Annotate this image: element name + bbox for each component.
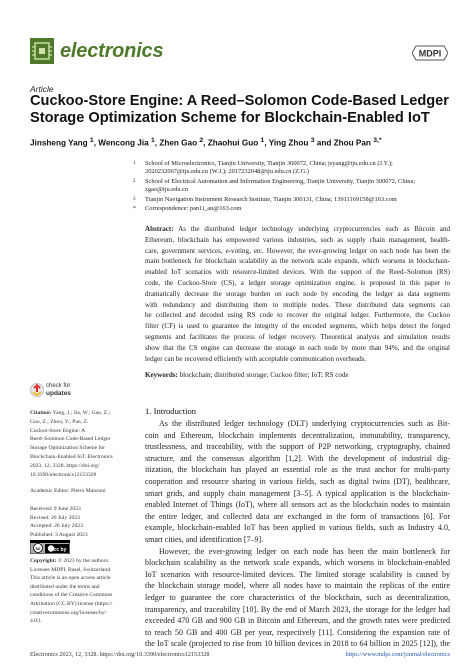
affiliation-2: 2 School of Electrical Automation and Information Engineering, Tianjin University, Tianjin 300072, China; zgao@tju.edu.cn bbox=[133, 178, 416, 193]
author-affil: 3,* bbox=[373, 137, 382, 144]
academic-editor: Academic Editor: Pietro Manzoni bbox=[30, 488, 106, 494]
cc-by-license-icon[interactable] bbox=[30, 540, 70, 554]
author-affil: 3 bbox=[310, 137, 315, 144]
author-list: Jinsheng Yang $^1$, Wencong Jia $^1$, Zhen Gao $^2$, Zhaohui Guo $^1$, Ying Zhou $^3$ and Zhou Pan $^{3,*}$ bbox=[30, 137, 382, 148]
author-affil: 1 bbox=[150, 137, 155, 144]
author-name[interactable]: Zhen Gao bbox=[159, 138, 198, 148]
author-affil: 1 bbox=[260, 137, 265, 144]
check-updates-line1: check for bbox=[46, 383, 71, 389]
author-name[interactable]: Jinsheng Yang bbox=[30, 138, 88, 148]
title-line: Cuckoo-Store Engine: A Reed–Solomon Code-Based Ledger bbox=[30, 93, 449, 109]
footer-citation[interactable]: Electronics 2023, 12, 3328. https://doi.org/10.3390/electronics12153328 bbox=[30, 651, 210, 658]
article-type: Article bbox=[30, 84, 54, 94]
title-line: Storage Optimization Scheme for Blockchain-Enabled IoT bbox=[30, 110, 430, 126]
section-heading: 1. Introduction bbox=[145, 406, 197, 416]
mdpi-logo[interactable] bbox=[412, 44, 448, 62]
footer-journal-link[interactable]: https://www.mdpi.com/journal/electronics bbox=[345, 651, 450, 658]
check-for-updates-button[interactable] bbox=[30, 381, 82, 403]
electronics-journal-icon bbox=[30, 38, 54, 64]
svg-text:cc: cc bbox=[35, 546, 41, 551]
affiliation-3: 3 Tianjin Navigation Instrument Research Institute, Tianjin 300131, China; 13911169158@163.com bbox=[133, 196, 397, 203]
license-badge-text: cc by bbox=[53, 547, 67, 553]
keywords-list: blockchain; distributed storage; Cuckoo filter; IoT; RS code bbox=[179, 371, 349, 379]
author-affil: 1 bbox=[89, 137, 94, 144]
author-name[interactable]: Zhaohui Guo bbox=[207, 138, 259, 148]
author-name[interactable]: Ying Zhou bbox=[268, 138, 309, 148]
author-affil: 2 bbox=[199, 137, 204, 144]
mdpi-logo-text: MDPI bbox=[418, 48, 442, 59]
abstract-label: Abstract: bbox=[145, 225, 174, 233]
keywords bbox=[145, 371, 349, 379]
author-name[interactable]: Wencong Jia bbox=[98, 138, 149, 148]
publication-dates: Received: 9 June 2023 Revised: 26 July 2023 Accepted: 26 July 2023 Published: 3 August 2023 bbox=[30, 506, 88, 538]
article-title bbox=[30, 93, 450, 127]
citation-block: Citation: Yang, J.; Jia, W.; Gao, Z.; Guo, Z.; Zhou, Y.; Pan, Z. Cuckoo-Store Engine: A Reed–Solomon Code-Based Ledger Storage Optimization Scheme for Blockchain-Enabled IoT. Electronics 2023, 12, 3328. https://doi.org/ 10.3390/electronics12153328 bbox=[30, 410, 113, 478]
copyright-block: Copyright: © 2023 by the authors. Licensee MDPI, Basel, Switzerland. This article is an open access article distributed under the terms and conditions of the Creative Commons Attribution (CC BY) license (https:// creativecommons.org/licenses/by/ 4.0/). bbox=[30, 558, 113, 625]
journal-name[interactable]: electronics bbox=[60, 40, 164, 62]
check-updates-icon bbox=[30, 383, 44, 397]
copyright-label: Copyright: bbox=[30, 558, 57, 564]
citation-label: Citation: bbox=[30, 410, 52, 416]
keywords-label: Keywords: bbox=[145, 371, 178, 379]
affiliation-1: 1 School of Microelectronics, Tianjin University, Tianjin 300072, China; jsyang@tju.edu.cn (J.Y.); 2020232067@tju.edu.cn (W.J.); 2017232048@tju.edu.cn (Z.G.) bbox=[133, 160, 393, 175]
check-updates-line2: updates bbox=[46, 390, 71, 397]
correspondence: * Correspondence: pan1i_an@163.com bbox=[133, 205, 242, 212]
abstract: Abstract: As the distributed ledger technology underlying cryptocurrencies such as Bitcoin and Ethereum, blockchain has empowered various industries, such as supply chain management, health- care, government services, e-voting, etc. However, the ever-growing ledger on each node has been the main bottleneck for blockchain scalability as the network scale expands, which worsens in blockchain- enabled IoT scenarios with resource-limited devices. With the support of the Reed–Solomon (RS) code, the Cuckoo-Store (CS), a ledger storage optimization engine, is proposed in this paper to dramatically decrease the storage burden on each node by encoding the ledger as data segments with redundancy and distributing them to multiple nodes. These distributed data segments can be collected and decoded using RS code to recover the original ledger. Furthermore, the Cuckoo filter (CF) is used to guarantee the integrity of the encoded segments, which helps detect the forged segments and facilitates the process of ledger recovery. Theoretical analysis and simulation results show that the CS engine can decrease the storage in each node by more than 94%, and the original ledger can be recovered efficiently with acceptable communication overheads. bbox=[145, 225, 450, 363]
introduction-text: As the distributed ledger technology (DLT) underlying cryptocurrencies such as Bit- coin and Ethereum, blockchain implements decentralization, immutability, transparency, trustlessness, and traceability, with the support of P2P networking, cryptography, chained structure, and the consensus algorithm [1,2]. With the development of industrial dig- itization, the blockchain has played an essential role as the trust anchor for multi-party cooperation and resource sharing in various fields, such as digital twins (DT), healthcare, smart grids, and supply chain management [3–5]. A typical application is the blockchain- enabled Internet of Things (IoT), where all sensors act as the blockchain nodes to maintain the entire ledger, and collected data are exchanged in the form of transactions [6]. For example, blockchain-enabled IoT has been applied in various fields, such as Industry 4.0, smart cities, and identification [7–9]. However, the ever-growing ledger on each node has been the main bottleneck for blockchain scalability as the network scale expands, which worsens in blockchain-enabled IoT scenarios with resource-limited devices. The limited storage scalability is caused by the blockchain storage model, where all nodes have to maintain the replicas of the entire ledger to guarantee the core characteristics of the blockchain, such as decentralization, transparency, and traceability [10]. By the end of March 2023, the storage for the ledger had exceeded 470 GB and 900 GB in Bitcoin and Ethereum, and the growth rates were predicted to reach 50 GB and 400 GB per year, respectively [11]. Considering the expansion rate of the IoT scale (projected to rise from 10 billion devices in 2018 to 64 billion in 2025 [12]), the bbox=[145, 419, 450, 649]
author-name[interactable]: Zhou Pan bbox=[333, 138, 371, 148]
